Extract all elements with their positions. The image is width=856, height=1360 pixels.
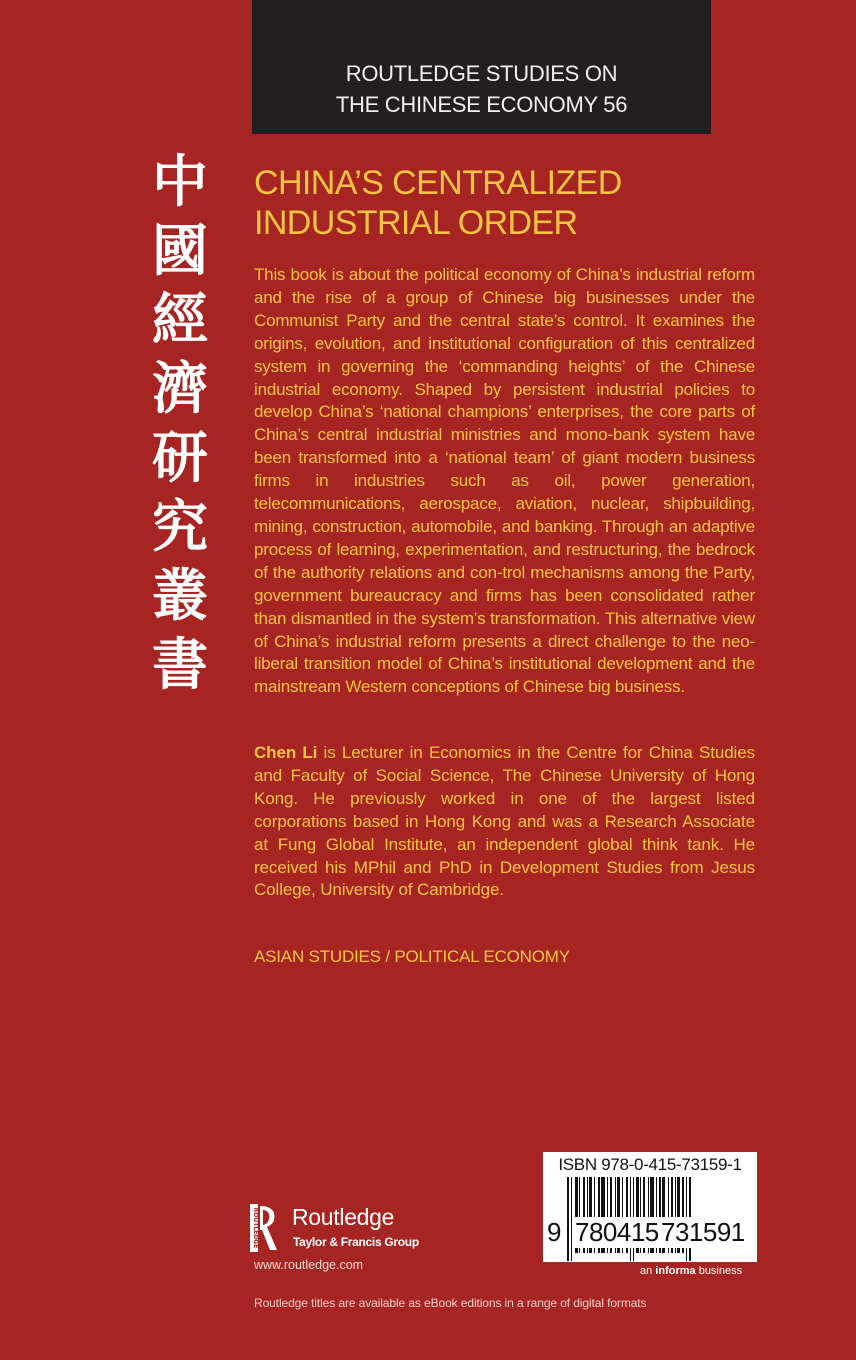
cjk-char: 研 bbox=[152, 425, 208, 491]
book-title bbox=[254, 163, 622, 243]
informa-prefix: an bbox=[640, 1265, 656, 1277]
publisher-group: Taylor & Francis Group bbox=[293, 1235, 419, 1249]
cjk-char: 究 bbox=[152, 494, 208, 560]
vertical-chinese-title bbox=[148, 148, 212, 700]
publisher-name: Routledge bbox=[292, 1204, 395, 1230]
series-title-line2: THE CHINESE ECONOMY 56 bbox=[335, 92, 628, 117]
informa-brand: informa bbox=[655, 1265, 696, 1277]
book-title-line2: INDUSTRIAL ORDER bbox=[254, 204, 578, 242]
svg-text:ROUTLEDGE: ROUTLEDGE bbox=[252, 1207, 259, 1249]
barcode-digits-left: 780415 bbox=[575, 1217, 659, 1247]
cjk-char: 書 bbox=[152, 632, 208, 698]
series-banner bbox=[252, 0, 711, 134]
series-title-line1: ROUTLEDGE STUDIES ON bbox=[345, 61, 618, 86]
informa-suffix: business bbox=[695, 1265, 743, 1277]
cjk-char: 國 bbox=[152, 218, 208, 284]
informa-tagline bbox=[640, 1265, 742, 1277]
cjk-char: 叢 bbox=[152, 563, 208, 629]
cjk-char: 經 bbox=[152, 287, 208, 353]
ebook-availability-note: Routledge titles are available as eBook editions in a range of digital formats bbox=[254, 1296, 647, 1310]
author-bio bbox=[254, 742, 755, 902]
author-name: Chen Li bbox=[254, 743, 318, 762]
book-blurb: This book is about the political economy of China’s industrial reform and the rise of a group of Chinese big businesses under the Communist Party and the central state’s control. It examines the origins, evolution, and institutional configuration of this centralized system in governing the ‘commanding heights’ of the Chinese industrial economy. Shaped by persistent industrial policies to develop China’s ‘national champions’ enterprises, the core parts of China’s central industrial ministries and mono-bank system have been transformed into a ‘national team’ of giant modern business firms in industries such as oil, power generation, telecommunications, aerospace, aviation, nuclear, shipbuilding, mining, construction, automobile, and banking. Through an adaptive process of learning, experimentation, and restructuring, the bedrock of the authority relations and con-trol mechanisms among the Party, government bureaucracy and firms has been consolidated rather than dismantled in the system’s transformation. This alternative view of China’s industrial reform presents a direct challenge to the neo-liberal transition model of China’s institutional development and the mainstream Western conceptions of Chinese big business. bbox=[254, 265, 755, 697]
author-bio-text: is Lecturer in Economics in the Centre for China Studies and Faculty of Social Science, The Chinese University of Hong Kong. He previously worked in one of the largest listed corporations based in Hong Kong and was a Research Associate at Fung Global Institute, an independent global think tank. He received his MPhil and PhD in Development Studies from Jesus College, University of Cambridge. bbox=[254, 743, 755, 900]
barcode-digit-first: 9 bbox=[547, 1217, 561, 1247]
barcode-digits-right: 731591 bbox=[661, 1217, 745, 1247]
subject-category: ASIAN STUDIES / POLITICAL ECONOMY bbox=[254, 947, 570, 966]
cjk-char: 濟 bbox=[152, 356, 208, 422]
isbn-barcode bbox=[543, 1152, 757, 1262]
isbn-label: ISBN 978-0-415-73159-1 bbox=[558, 1155, 742, 1174]
book-title-line1: CHINA’S CENTRALIZED bbox=[254, 164, 622, 202]
routledge-logo-icon bbox=[250, 1204, 278, 1252]
publisher-url[interactable]: www.routledge.com bbox=[254, 1258, 364, 1272]
cjk-char: 中 bbox=[152, 149, 208, 215]
